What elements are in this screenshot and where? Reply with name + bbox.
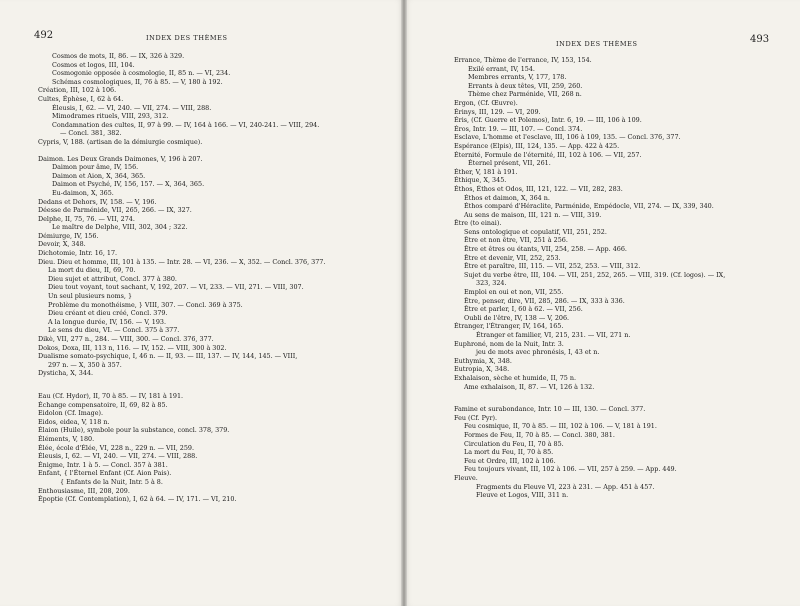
- index-entry: Éthos et daimon, X, 364 n.: [464, 193, 550, 202]
- index-entry: Dokos, Doxa, III, 113 n, 116. — IV, 152. — VIII, 300 à 302.: [38, 343, 227, 352]
- index-entry: Fragments du Fleuve VI, 223 à 231. — App. 451 à 457.: [476, 482, 655, 491]
- index-entry: Membres errants, V, 177, 178.: [468, 73, 567, 82]
- index-entry: Être et parler, I, 60 à 62. — VII, 256.: [464, 305, 583, 314]
- index-entry: Euthymia, X, 348.: [454, 356, 512, 365]
- page-number: 492: [34, 30, 54, 41]
- index-entry: Daimon. Les Deux Grands Daimones, V, 196 à 207.: [38, 154, 203, 163]
- index-entry: Schémas cosmologiques, II, 76 à 85. — V, 180 à 192.: [52, 77, 223, 86]
- index-entry: Être et devenir, VII, 252, 253.: [464, 253, 561, 262]
- index-entry: Enthousiasme, III, 208, 209.: [38, 486, 130, 495]
- index-entry: Échange compensatoire, II, 69, 82 à 85.: [38, 400, 168, 409]
- index-entry: Fleuve et Logos, VIII, 311 n.: [476, 491, 569, 500]
- index-entry: — Concl. 381, 382.: [60, 129, 122, 138]
- index-entry: Dichotomie, Intr. 16, 17.: [38, 249, 118, 258]
- index-entry: Daimon pour âme, IV, 156.: [52, 163, 139, 172]
- index-entry: Devoir, X, 348.: [38, 240, 86, 249]
- index-entry: Dieu. Dieu et homme, III, 101 à 135. — Intr. 28. — VI, 236. — X, 352. — Concl. 376, 377.: [38, 257, 326, 266]
- index-entry: Formes de Feu, II, 70 à 85. — Concl. 380, 381.: [464, 430, 615, 439]
- index-entries: [454, 56, 792, 500]
- index-entry: Démiurge, IV, 156.: [38, 231, 99, 240]
- index-entry: 323, 324.: [476, 279, 507, 288]
- index-entry: Euphroné, nom de la Nuit, Intr. 3.: [454, 339, 564, 348]
- index-entry: Enfant, { l'Éternel Enfant (Cf. Aion Pais).: [38, 469, 172, 478]
- index-entry: Cosmogonie opposée à cosmologie, II, 85 n. — VI, 234.: [52, 69, 231, 78]
- index-entry: Condamnation des cultes, II, 97 à 99. — IV, 164 à 166. — VI, 240-241. — VIII, 294.: [52, 120, 320, 129]
- index-entry: Déesse de Parménide, VII, 265, 266. — IX, 327.: [38, 206, 192, 215]
- index-entry: Éthos comparé d'Héraclite, Parménide, Empédocle, VII, 274. — IX, 339, 340.: [464, 202, 714, 211]
- index-entry: Mimodrames rituels, VIII, 293, 312.: [52, 112, 169, 121]
- index-entry: Feu cosmique, II, 70 à 85. — III, 102 à 106. — V, 181 à 191.: [464, 422, 657, 431]
- running-head: INDEX DES THÈMES: [146, 34, 228, 42]
- index-entry: Delphe, II, 75, 76. — VII, 274.: [38, 214, 135, 223]
- index-entry: La mort du dieu, II, 69, 70.: [48, 266, 136, 275]
- index-entry: Eidos, eidea, V, 118 n.: [38, 417, 110, 426]
- index-entry: Être et êtres ou étants, VII, 254, 258. — App. 466.: [464, 245, 627, 254]
- index-entry: Feu toujours vivant, III, 102 à 106. — VII, 257 à 259. — App. 449.: [464, 465, 677, 474]
- index-entry: Ame exhalaison, II, 87. — VI, 126 à 132.: [464, 382, 595, 391]
- index-entry: Époptie (Cf. Contemplation), I, 62 à 64. — IV, 171. — VI, 210.: [38, 495, 237, 504]
- index-entry: Fleuve.: [454, 473, 478, 482]
- index-entry: Élée, école d'Élée, VI, 228 n., 229 n. — VII, 259.: [38, 443, 195, 452]
- index-entry: Dedans et Dehors, IV, 158. — V, 196.: [38, 197, 157, 206]
- index-entry: Élaion (Huile), symbole pour la substance, concl. 378, 379.: [38, 426, 230, 435]
- index-entry: Le maître de Delphe, VIII, 302, 304 ; 322.: [52, 223, 188, 232]
- index-entry: Exhalaison, sèche et humide, II, 75 n.: [454, 373, 577, 382]
- index-entry: Éléments, V, 180.: [38, 434, 95, 443]
- index-entry: Thème chez Parménide, VII, 268 n.: [468, 90, 582, 99]
- index-entry: Ergon, (Cf. Œuvre).: [454, 98, 518, 107]
- index-entry: Éris, (Cf. Guerre et Polemos), Intr. 6, 19. — III, 106 à 109.: [454, 116, 642, 125]
- index-entry: Eau (Cf. Hydor), II, 70 à 85. — IV, 181 à 191.: [38, 391, 184, 400]
- index-entry: Éthique, X, 345.: [454, 176, 507, 185]
- index-entries: [38, 52, 394, 504]
- index-entry: jeu de mots avec phronésis, I, 43 et n.: [476, 348, 600, 357]
- index-entry: Eidolon (Cf. Image).: [38, 409, 104, 418]
- index-entry: Éleusis, I, 62. — VI, 240. — VII, 274. — VIII, 288.: [52, 103, 212, 112]
- index-entry: Cypris, V, 188. (artisan de la démiurgie cosmique).: [38, 137, 203, 146]
- right-page: [404, 0, 800, 606]
- index-entry: Éleusis, I, 62. — VI, 240. — VII, 274. — VIII, 288.: [38, 452, 198, 461]
- index-entry: Exilé errant, IV, 154.: [468, 64, 535, 73]
- index-entry: Esclave, L'homme et l'esclave, III, 106 à 109, 135. — Concl. 376, 377.: [454, 133, 681, 142]
- index-entry: Érinys, III, 129. — VI, 209.: [454, 107, 541, 116]
- index-entry: A la longue durée, IV, 156. — V, 193.: [48, 317, 167, 326]
- index-entry: Errants à deux têtes, VII, 259, 260.: [468, 81, 583, 90]
- index-entry: Éternel présent, VII, 261.: [468, 159, 551, 168]
- index-entry: Oubli de l'être, IV, 138 — V, 206.: [464, 313, 570, 322]
- index-entry: Cultes, Éphèse, I, 62 à 64.: [38, 94, 124, 103]
- index-entry: Daimon et Psyché, IV, 156, 157. — X, 364, 365.: [52, 180, 205, 189]
- index-entry: Famine et surabondance, Intr. 10 — III, 130. — Concl. 377.: [454, 405, 646, 414]
- index-entry: Circulation du Feu, II, 70 à 85.: [464, 439, 564, 448]
- index-entry: Création, III, 102 à 106.: [38, 86, 117, 95]
- index-entry: Étranger et familier, VI, 215, 231. — VII, 271 n.: [476, 331, 631, 339]
- index-entry: Eutropia, X, 348.: [454, 365, 510, 374]
- index-entry: Feu et Ordre, III, 102 à 106.: [464, 456, 556, 465]
- index-entry: Eu-daimon, X, 365.: [52, 188, 114, 197]
- index-entry: Cosmos de mots, II, 86. — IX, 326 à 329.: [52, 52, 185, 60]
- index-entry: Dieu sujet et attribut, Concl. 377 à 380.: [48, 274, 177, 283]
- index-entry: Problème du monothéisme, } VIII, 307. — Concl. 369 à 375.: [48, 300, 243, 309]
- index-entry: Dysticha, X, 344.: [38, 369, 94, 378]
- index-entry: 297 n. — X, 350 à 357.: [48, 360, 122, 369]
- book-gutter: [401, 0, 407, 606]
- index-entry: Énigme, Intr. 1 à 5. — Concl. 357 à 381.: [38, 460, 168, 469]
- index-entry: Un seul plusieurs noms, }: [48, 292, 133, 301]
- index-entry: Être et paraître, III, 115. — VII, 252, 253. — VIII, 312.: [464, 262, 641, 271]
- index-entry: Être et non être, VII, 251 à 256.: [464, 236, 568, 245]
- index-entry: Dieu tout voyant, tout sachant, V, 192, 207. — VI, 233. — VII, 271. — VIII, 307.: [48, 283, 304, 292]
- index-entry: Espérance (Elpis), III, 124, 135. — App. 422 à 425.: [454, 141, 620, 150]
- index-entry: Dikè, VII, 277 n., 284. — VIII, 300. — Concl. 376, 377.: [38, 335, 214, 343]
- index-entry: Dualisme somato-psychique, I, 46 n. — II, 93. — III, 137. — IV, 144, 145. — VIII,: [38, 352, 298, 361]
- index-entry: Éternité, Formule de l'éternité, III, 102 à 106. — VII, 257.: [454, 150, 642, 159]
- index-entry: Emploi en oui et non, VII, 255.: [464, 288, 564, 297]
- index-entry: Sens ontologique et copulatif, VII, 251, 252.: [464, 227, 607, 236]
- index-entry: Être (to einai).: [454, 219, 502, 228]
- index-entry: Errance, Thème de l'errance, IV, 153, 154.: [454, 56, 592, 64]
- index-entry: Le sens du dieu, VI. — Concl. 375 à 377.: [48, 326, 180, 335]
- index-entry: La mort du Feu, II, 70 à 85.: [464, 448, 554, 457]
- index-entry: { Enfants de la Nuit, Intr. 5 à 8.: [60, 477, 163, 486]
- index-entry: Sujet du verbe être, III, 104. — VII, 251, 252, 265. — VIII, 319. (Cf. logos). — IX,: [464, 270, 726, 279]
- index-entry: Au sens de maison, III, 121 n. — VIII, 319.: [464, 210, 602, 219]
- running-head: INDEX DES THÈMES: [556, 40, 638, 48]
- index-entry: Dieu créant et dieu créé, Concl. 379.: [48, 309, 168, 318]
- index-entry: Daimon et Aion, X, 364, 365.: [52, 171, 146, 180]
- page-number: 493: [750, 34, 770, 45]
- index-entry: Étranger, l'Étranger, IV, 164, 165.: [454, 322, 564, 331]
- index-entry: Feu (Cf. Pyr).: [454, 413, 498, 422]
- index-entry: Éros, Intr. 19. — III, 107. — Concl. 374.: [454, 124, 583, 133]
- index-entry: Être, penser, dire, VII, 285, 286. — IX, 333 à 336.: [464, 296, 625, 305]
- index-entry: Cosmos et logos, III, 104.: [52, 60, 135, 69]
- index-entry: Éther, V, 181 à 191.: [454, 167, 518, 176]
- index-entry: Éthos, Éthos et Odos, III, 121, 122. — VII, 282, 283.: [454, 184, 623, 193]
